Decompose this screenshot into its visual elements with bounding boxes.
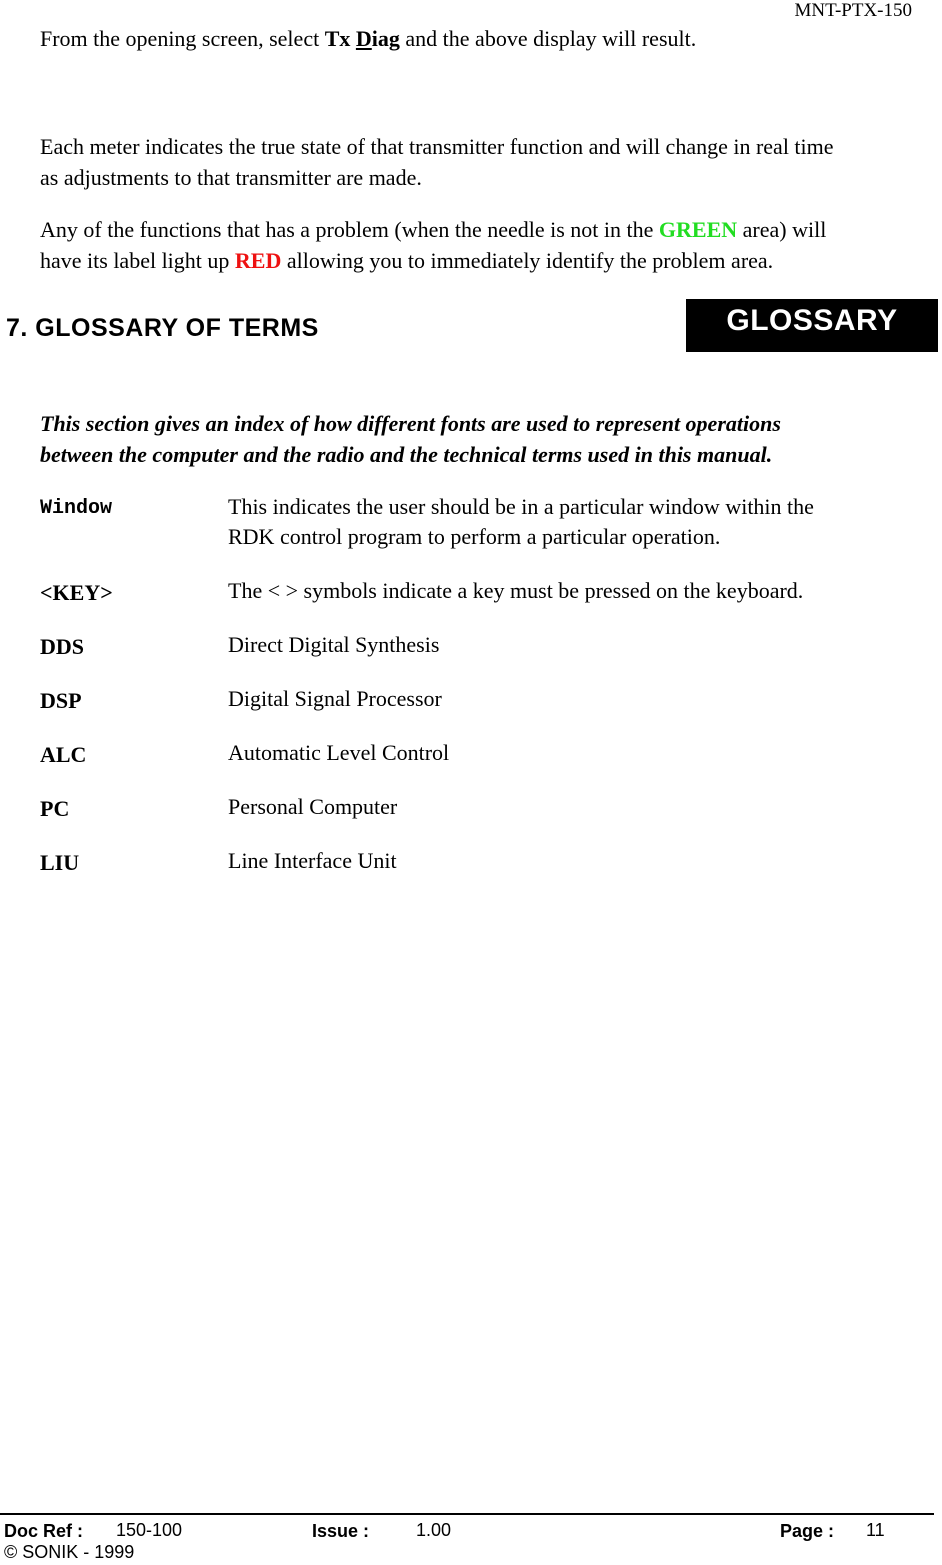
term-alc: ALC (40, 742, 87, 767)
paragraph-meters (40, 131, 834, 193)
red-word: RED (234, 248, 282, 273)
term-key: <KEY> (40, 580, 113, 605)
footer-rule (0, 1513, 934, 1515)
p1-iag: iag (371, 26, 400, 51)
definition-window-line1: This indicates the user should be in a particular window within the (228, 494, 814, 519)
term-pc: PC (40, 796, 70, 821)
p3-line2-pre: have its label light up (40, 248, 235, 273)
definition-pc: Personal Computer (228, 794, 398, 819)
doc-ref-label: Doc Ref : (4, 1521, 84, 1541)
doc-id: MNT-PTX-150 (794, 0, 912, 21)
paragraph-problem (40, 214, 826, 276)
p1-d-underlined: D (355, 26, 372, 51)
p1-post: and the above display will result. (399, 26, 697, 51)
definition-dds: Direct Digital Synthesis (228, 632, 440, 657)
p3-line2-post: allowing you to immediately identify the problem area. (281, 248, 774, 273)
copyright: © SONIK - 1999 (4, 1542, 135, 1562)
term-window: Window (40, 497, 113, 520)
term-dsp: DSP (40, 688, 82, 713)
glossary-tab: GLOSSARY (686, 299, 938, 352)
page-number: 11 (866, 1520, 885, 1540)
issue-label: Issue : (312, 1521, 370, 1541)
p1-tx: Tx (324, 26, 356, 51)
definition-key: The < > symbols indicate a key must be pressed on the keyboard. (228, 578, 804, 603)
definition-window (228, 492, 814, 552)
definition-alc: Automatic Level Control (228, 740, 450, 765)
p3-line1-post: area) will (737, 217, 827, 242)
intro-line1: This section gives an index of how different fonts are used to represent operations (40, 411, 781, 436)
term-liu: LIU (40, 850, 80, 875)
p3-line2 (40, 245, 826, 276)
p2-line2: as adjustments to that transmitter are made. (40, 165, 422, 190)
section-heading: 7. GLOSSARY OF TERMS (6, 314, 319, 342)
p3-line1-pre: Any of the functions that has a problem (when the needle is not in the (40, 217, 659, 242)
p1-pre: From the opening screen, select (40, 26, 325, 51)
term-dds: DDS (40, 634, 85, 659)
definition-window-line2: RDK control program to perform a particular operation. (228, 524, 721, 549)
p3-line1 (40, 214, 826, 245)
definition-liu: Line Interface Unit (228, 848, 397, 873)
p2-line1: Each meter indicates the true state of that transmitter function and will change in real time (40, 134, 834, 159)
intro-line2: between the computer and the radio and the technical terms used in this manual. (40, 442, 773, 467)
page-label: Page : (780, 1521, 835, 1541)
green-word: GREEN (658, 217, 738, 242)
doc-ref-value: 150-100 (116, 1520, 183, 1540)
glossary-intro (40, 408, 781, 470)
issue-value: 1.00 (416, 1520, 452, 1540)
definition-dsp: Digital Signal Processor (228, 686, 442, 711)
paragraph-tx-diag (40, 23, 696, 54)
